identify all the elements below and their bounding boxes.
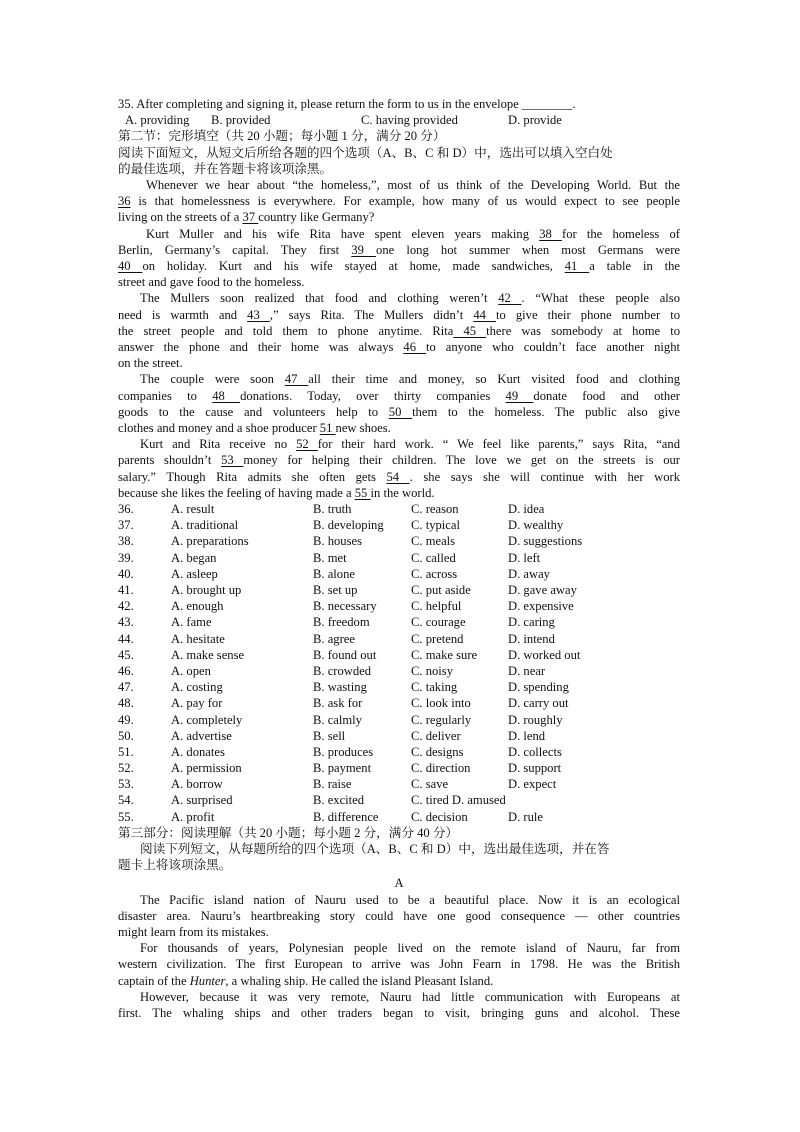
option-c: C. designs [411, 744, 464, 759]
question-number: 46. [118, 663, 134, 678]
question-number: 40. [118, 566, 134, 581]
option-d: D. worked out [508, 647, 581, 662]
passage-line: might learn from its mistakes. [118, 925, 269, 940]
blank-46: 46 [403, 340, 426, 355]
blank-36: 36 [118, 194, 131, 209]
question-number: 54. [118, 793, 134, 808]
passage-line: The Mullers soon realized that food and clothing weren’t 42 . “What these people also [140, 291, 680, 306]
passage-line: clothes and money and a shoe producer 51 new shoes. [118, 421, 391, 436]
blank-55: 55 [354, 485, 371, 500]
section2-instruction-cont: 的最佳选项，并在答题卡将该项涂黑。 [118, 161, 333, 176]
option-a: A. make sense [171, 647, 245, 662]
passage-line: The Pacific island nation of Nauru used to be a beautiful place. Now it is an ecological [140, 892, 680, 907]
option-row [118, 760, 680, 776]
passage-line: because she likes the feeling of having made a 55 in the world. [118, 485, 435, 500]
option-b: B. excited [313, 793, 365, 808]
option-c: C. called [411, 550, 456, 565]
blank-43: 43 [247, 307, 270, 322]
option-a: A. surprised [171, 793, 233, 808]
option-d: D. gave away [508, 583, 577, 597]
question-number: 48. [118, 696, 134, 711]
option-row [118, 631, 680, 647]
exam-page [118, 96, 680, 1021]
option-b: B. payment [313, 761, 372, 776]
option-b: B. crowded [313, 663, 372, 678]
option-d: D. lend [508, 728, 546, 743]
question-number: 37. [118, 518, 134, 533]
blank-52: 52 [296, 437, 318, 452]
passage-line: on the street. [118, 356, 183, 371]
option-c: C. put aside [411, 583, 471, 597]
blank-39: 39 [351, 242, 377, 257]
blank-47: 47 [284, 372, 309, 387]
option-row [118, 809, 680, 825]
option-row [118, 679, 680, 695]
option-b: B. developing [313, 518, 384, 533]
option-c: C. typical [411, 518, 460, 533]
option-a: A. completely [171, 712, 243, 727]
option-a: A. advertise [171, 728, 232, 743]
question-number: 53. [118, 777, 134, 792]
option-a: A. donates [171, 744, 225, 759]
option-d: D. caring [508, 615, 555, 630]
option-c: C. regularly [411, 712, 472, 727]
option-row [118, 501, 680, 517]
option-b: B. found out [313, 647, 377, 662]
option-c: C. across [411, 566, 458, 581]
passage-line: For thousands of years, Polynesian people lived on the remote island of Nauru, far from [140, 941, 680, 956]
cloze-passage [118, 177, 680, 501]
option-c: C. look into [411, 696, 471, 711]
option-a: A. enough [171, 599, 224, 614]
q35-option-d: D. provide [508, 113, 562, 128]
q35-stem: 35. After completing and signing it, please return the form to us in the envelope ________. [118, 97, 576, 111]
option-a: A. borrow [171, 777, 223, 792]
option-a: A. fame [171, 615, 212, 630]
section3-heading: 第三部分：阅读理解（共 20 小题；每小题 2 分，满分 40 分） [118, 825, 459, 840]
option-row [118, 517, 680, 533]
option-d: D. support [508, 761, 562, 776]
passage-line: 40 on holiday. Kurt and his wife stayed at home, made sandwiches, 41 a table in the [118, 259, 680, 274]
passage-line: western civilization. The first European to arrive was John Fearn in 1798. He was the British [118, 957, 680, 972]
option-d: D. away [508, 566, 550, 581]
blank-48: 48 [212, 388, 241, 403]
option-row [118, 598, 680, 614]
option-a: A. costing [171, 680, 223, 695]
q35-options [118, 112, 680, 128]
option-a: A. brought up [171, 583, 242, 597]
option-b: B. truth [313, 502, 352, 517]
passage-line: captain of the Hunter, a whaling ship. He called the island Pleasant Island. [118, 973, 494, 988]
question-number: 39. [118, 550, 134, 565]
option-c: C. taking [411, 680, 458, 695]
option-b: B. calmly [313, 712, 362, 727]
option-a: A. profit [171, 809, 215, 824]
question-number: 49. [118, 712, 134, 727]
question-number: 47. [118, 680, 134, 695]
passage-line: Berlin, Germany’s capital. They first 39 one long hot summer when most Germans were [118, 242, 681, 257]
question-number: 38. [118, 534, 134, 549]
passage-line: companies to 48 donations. Today, over thirty companies 49 donate food and other [118, 388, 680, 403]
blank-53: 53 [221, 453, 244, 468]
passage-line: need is warmth and 43 ,” says Rita. The Mullers didn’t 44 to give their phone number to [118, 307, 681, 322]
option-row [118, 663, 680, 679]
section3-instruction: 阅读下列短文，从每题所给的四个选项（A、B、C 和 D）中，选出最佳选项，并在答 [140, 842, 610, 857]
option-d: D. carry out [508, 696, 569, 711]
ship-name: Hunter [189, 973, 226, 988]
passage-line: parents shouldn’t 53 money for helping their children. The love we get on the streets is our [118, 453, 680, 468]
question-number: 51. [118, 744, 134, 759]
question-number: 45. [118, 647, 134, 662]
blank-42: 42 [498, 291, 522, 306]
option-b: B. freedom [313, 615, 370, 630]
option-row [118, 712, 680, 728]
passage-line: living on the streets of a 37 country like Germany? [118, 210, 375, 225]
q35-option-a: A. providing [125, 113, 190, 128]
option-a: A. preparations [171, 534, 249, 549]
option-a: A. began [171, 550, 217, 565]
option-b: B. agree [313, 631, 355, 646]
option-a: A. pay for [171, 696, 223, 711]
option-b: B. raise [313, 777, 352, 792]
question-number: 55. [118, 809, 134, 824]
option-row [118, 533, 680, 549]
option-c: C. helpful [411, 599, 462, 614]
option-d: D. collects [508, 744, 562, 759]
option-d: D. expensive [508, 599, 574, 614]
question-number: 50. [118, 728, 134, 743]
option-c: C. noisy [411, 663, 453, 678]
option-c: C. decision [411, 809, 468, 824]
section2-instruction: 阅读下面短文，从短文后所给各题的四个选项（A、B、C 和 D）中，选出可以填入空白处 [118, 145, 613, 160]
option-row [118, 776, 680, 792]
passage-line: The couple were soon 47 all their time and money, so Kurt visited food and clothing [140, 372, 680, 387]
option-d: D. wealthy [508, 518, 564, 533]
question-number: 36. [118, 502, 134, 517]
q35-option-b: B. provided [211, 113, 271, 128]
blank-37: 37 [242, 210, 259, 225]
option-a: A. hesitate [171, 631, 225, 646]
option-a: A. open [171, 663, 211, 678]
blank-45: 45 [453, 323, 487, 338]
passage-line: Whenever we hear about “the homeless,”, most of us think of the Developing World. But the [146, 178, 680, 192]
option-row [118, 744, 680, 760]
option-c: C. meals [411, 534, 456, 549]
passage-line: Kurt and Rita receive no 52 for their hard work. “ We feel like parents,” says Rita, “and [140, 437, 680, 452]
passage-line: Kurt Muller and his wife Rita have spent eleven years making 38 for the homeless of [146, 226, 680, 241]
question-number: 52. [118, 761, 134, 776]
passage-line: disaster area. Nauru’s heartbreaking story could have one good consequence — other countries [118, 908, 680, 923]
option-c: C. pretend [411, 631, 464, 646]
option-d: D. suggestions [508, 534, 583, 549]
blank-41: 41 [564, 259, 590, 274]
option-row [118, 728, 680, 744]
option-b: B. wasting [313, 680, 367, 695]
option-b: B. difference [313, 809, 379, 824]
option-a: A. permission [171, 761, 242, 776]
blank-50: 50 [388, 404, 413, 419]
question-number: 44. [118, 631, 134, 646]
q35-option-c: C. having provided [361, 113, 458, 128]
option-a: A. asleep [171, 566, 218, 581]
section3-instruction-cont: 题卡上将该项涂黑。 [118, 858, 232, 873]
blank-54: 54 [386, 469, 410, 484]
option-a: A. traditional [171, 518, 239, 533]
blank-44: 44 [473, 307, 496, 322]
blank-38: 38 [539, 226, 562, 241]
passage-line: 36 is that homelessness is everywhere. For example, how many of us would expect to see people [118, 194, 680, 209]
option-b: B. necessary [313, 599, 377, 614]
cloze-options-list [118, 501, 680, 825]
passage-line: first. The whaling ships and other traders began to visit, bringing guns and alcohol. These [118, 1006, 680, 1021]
question-number: 42. [118, 599, 134, 614]
option-d: D. roughly [508, 712, 563, 727]
option-d: D. near [508, 663, 546, 678]
option-a: A. result [171, 502, 215, 517]
passage-line: answer the phone and their home was always 46 to anyone who couldn’t face another night [118, 340, 680, 355]
option-c: C. reason [411, 502, 459, 517]
section2-heading: 第二节：完形填空（共 20 小题；每小题 1 分，满分 20 分） [118, 129, 446, 144]
blank-40: 40 [118, 259, 143, 274]
option-row [118, 582, 680, 598]
option-b: B. sell [313, 728, 346, 743]
option-row [118, 550, 680, 566]
option-b: B. ask for [313, 696, 363, 711]
option-c: C. courage [411, 615, 466, 630]
option-c: C. deliver [411, 728, 461, 743]
passage-line: goods to the cause and volunteers help to 50 them to the homeless. The public also give [118, 404, 680, 419]
option-row [118, 614, 680, 630]
option-b: B. set up [313, 583, 358, 597]
option-d: D. rule [508, 809, 543, 824]
option-c: C. tired D. amused [411, 793, 506, 808]
option-row [118, 647, 680, 663]
option-b: B. houses [313, 534, 362, 549]
option-c: C. make sure [411, 647, 478, 662]
option-d: D. intend [508, 631, 555, 646]
option-d: D. idea [508, 502, 545, 517]
option-c: C. direction [411, 761, 471, 776]
reading-passage-a [118, 892, 680, 1022]
blank-49: 49 [505, 388, 534, 403]
option-row [118, 792, 680, 808]
passage-line: However, because it was very remote, Nauru had little communication with Europeans at [140, 989, 680, 1004]
passage-line: the street people and told them to phone anytime. Rita 45 there was somebody at home to [118, 323, 681, 338]
question-number: 43. [118, 615, 134, 630]
option-b: B. produces [313, 744, 374, 759]
passage-label: A [394, 876, 404, 891]
option-d: D. left [508, 550, 541, 565]
option-b: B. met [313, 550, 347, 565]
option-d: D. spending [508, 680, 569, 695]
option-d: D. expect [508, 777, 557, 792]
question-number: 41. [118, 583, 134, 597]
blank-51: 51 [319, 421, 336, 436]
option-row [118, 695, 680, 711]
passage-line: street and gave food to the homeless. [118, 275, 305, 290]
option-c: C. save [411, 777, 449, 792]
passage-line: salary.” Though Rita admits she often gets 54 . she says she will continue with her work [118, 469, 680, 484]
option-b: B. alone [313, 566, 355, 581]
option-row [118, 566, 680, 582]
